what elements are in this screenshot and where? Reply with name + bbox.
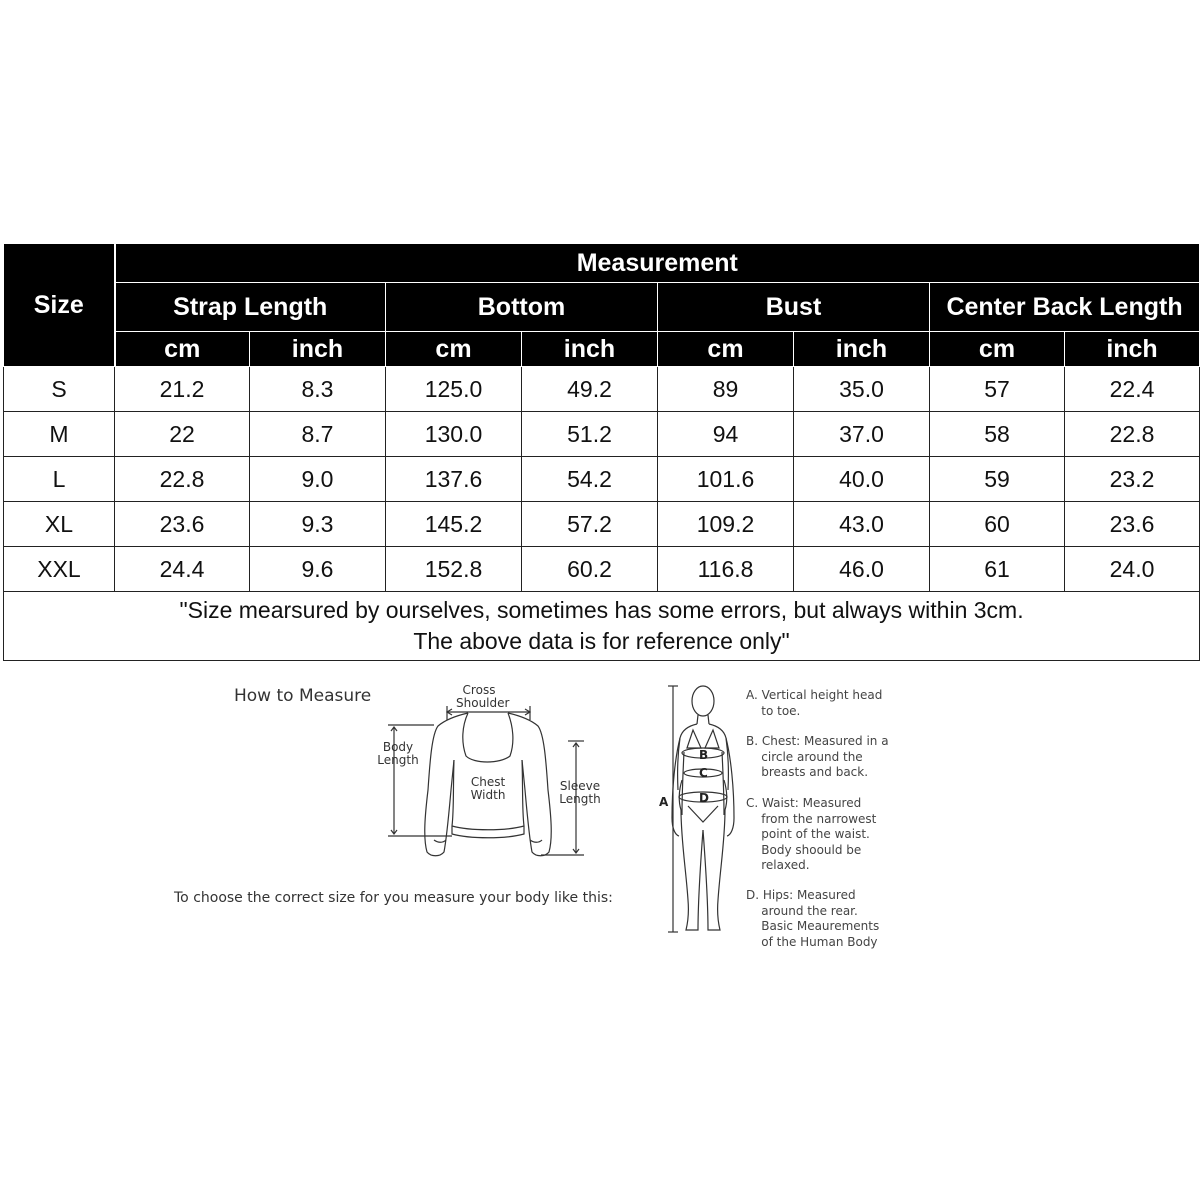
size-cell: S xyxy=(4,367,115,412)
measurement-cell: 57 xyxy=(930,367,1065,412)
measurement-cell: 116.8 xyxy=(658,547,794,592)
measurement-cell: 8.3 xyxy=(250,367,386,412)
measurement-cell: 23.6 xyxy=(115,502,250,547)
cross-shoulder-label: Cross Shoulder xyxy=(456,683,510,710)
measurement-cell: 43.0 xyxy=(794,502,930,547)
legend-c: C. Waist: Measured from the narrowest point of the waist. Body shoould be relaxed. xyxy=(746,796,877,872)
sleeve-length-label: Sleeve Length xyxy=(559,779,601,806)
measurement-cell: 89 xyxy=(658,367,794,412)
unit-header: inch xyxy=(794,332,930,367)
measurement-cell: 109.2 xyxy=(658,502,794,547)
measurement-cell: 137.6 xyxy=(386,457,522,502)
group-header-bottom: Bottom xyxy=(386,283,658,332)
measurement-cell: 60.2 xyxy=(522,547,658,592)
measurement-cell: 101.6 xyxy=(658,457,794,502)
unit-header: cm xyxy=(115,332,250,367)
measurement-cell: 24.0 xyxy=(1065,547,1200,592)
measurement-cell: 9.6 xyxy=(250,547,386,592)
size-cell: M xyxy=(4,412,115,457)
unit-header: inch xyxy=(522,332,658,367)
measurement-cell: 21.2 xyxy=(115,367,250,412)
how-to-measure-title: How to Measure xyxy=(234,686,372,706)
measurement-cell: 9.3 xyxy=(250,502,386,547)
measurement-cell: 130.0 xyxy=(386,412,522,457)
measurement-cell: 8.7 xyxy=(250,412,386,457)
marker-c: C xyxy=(699,766,708,780)
group-header-center-back-length: Center Back Length xyxy=(930,283,1200,332)
measurement-cell: 145.2 xyxy=(386,502,522,547)
measurement-cell: 152.8 xyxy=(386,547,522,592)
measurement-cell: 35.0 xyxy=(794,367,930,412)
body-length-label: Body Length xyxy=(377,740,419,767)
measurement-cell: 22 xyxy=(115,412,250,457)
measurement-cell: 60 xyxy=(930,502,1065,547)
measurement-cell: 22.8 xyxy=(115,457,250,502)
marker-d: D xyxy=(699,791,709,805)
measurement-cell: 58 xyxy=(930,412,1065,457)
measure-instruction: To choose the correct size for you measure your body like this: xyxy=(174,890,613,906)
unit-header: cm xyxy=(658,332,794,367)
measurement-cell: 59 xyxy=(930,457,1065,502)
unit-header: inch xyxy=(250,332,386,367)
measurement-cell: 61 xyxy=(930,547,1065,592)
measurement-header: Measurement xyxy=(115,244,1200,283)
measurement-cell: 57.2 xyxy=(522,502,658,547)
legend-d: D. Hips: Measured around the rear. Basic Meaurements of the Human Body xyxy=(746,888,880,949)
measurement-cell: 24.4 xyxy=(115,547,250,592)
size-note-line-2: The above data is for reference only" xyxy=(413,628,790,654)
unit-header: cm xyxy=(930,332,1065,367)
unit-header: cm xyxy=(386,332,522,367)
legend-a: A. Vertical height head to toe. xyxy=(746,688,883,718)
size-note-line-1: "Size mearsured by ourselves, sometimes has some errors, but always within 3cm. xyxy=(179,597,1024,623)
measurement-cell: 46.0 xyxy=(794,547,930,592)
group-header-strap-length: Strap Length xyxy=(115,283,386,332)
measurement-cell: 125.0 xyxy=(386,367,522,412)
marker-b: B xyxy=(699,748,709,762)
size-cell: L xyxy=(4,457,115,502)
group-header-bust: Bust xyxy=(658,283,930,332)
measurement-cell: 40.0 xyxy=(794,457,930,502)
legend-b: B. Chest: Measured in a circle around the breasts and back. xyxy=(746,734,889,779)
size-cell: XXL xyxy=(4,547,115,592)
measurement-cell: 49.2 xyxy=(522,367,658,412)
size-header: Size xyxy=(4,244,115,367)
unit-header: inch xyxy=(1065,332,1200,367)
measurement-cell: 23.2 xyxy=(1065,457,1200,502)
measurement-cell: 51.2 xyxy=(522,412,658,457)
measurement-cell: 54.2 xyxy=(522,457,658,502)
chest-width-label: Chest Width xyxy=(470,775,506,802)
measurement-cell: 37.0 xyxy=(794,412,930,457)
measurement-cell: 22.8 xyxy=(1065,412,1200,457)
measurement-cell: 9.0 xyxy=(250,457,386,502)
measurement-cell: 94 xyxy=(658,412,794,457)
measurement-cell: 22.4 xyxy=(1065,367,1200,412)
marker-a: A xyxy=(659,795,669,809)
size-cell: XL xyxy=(4,502,115,547)
measurement-cell: 23.6 xyxy=(1065,502,1200,547)
